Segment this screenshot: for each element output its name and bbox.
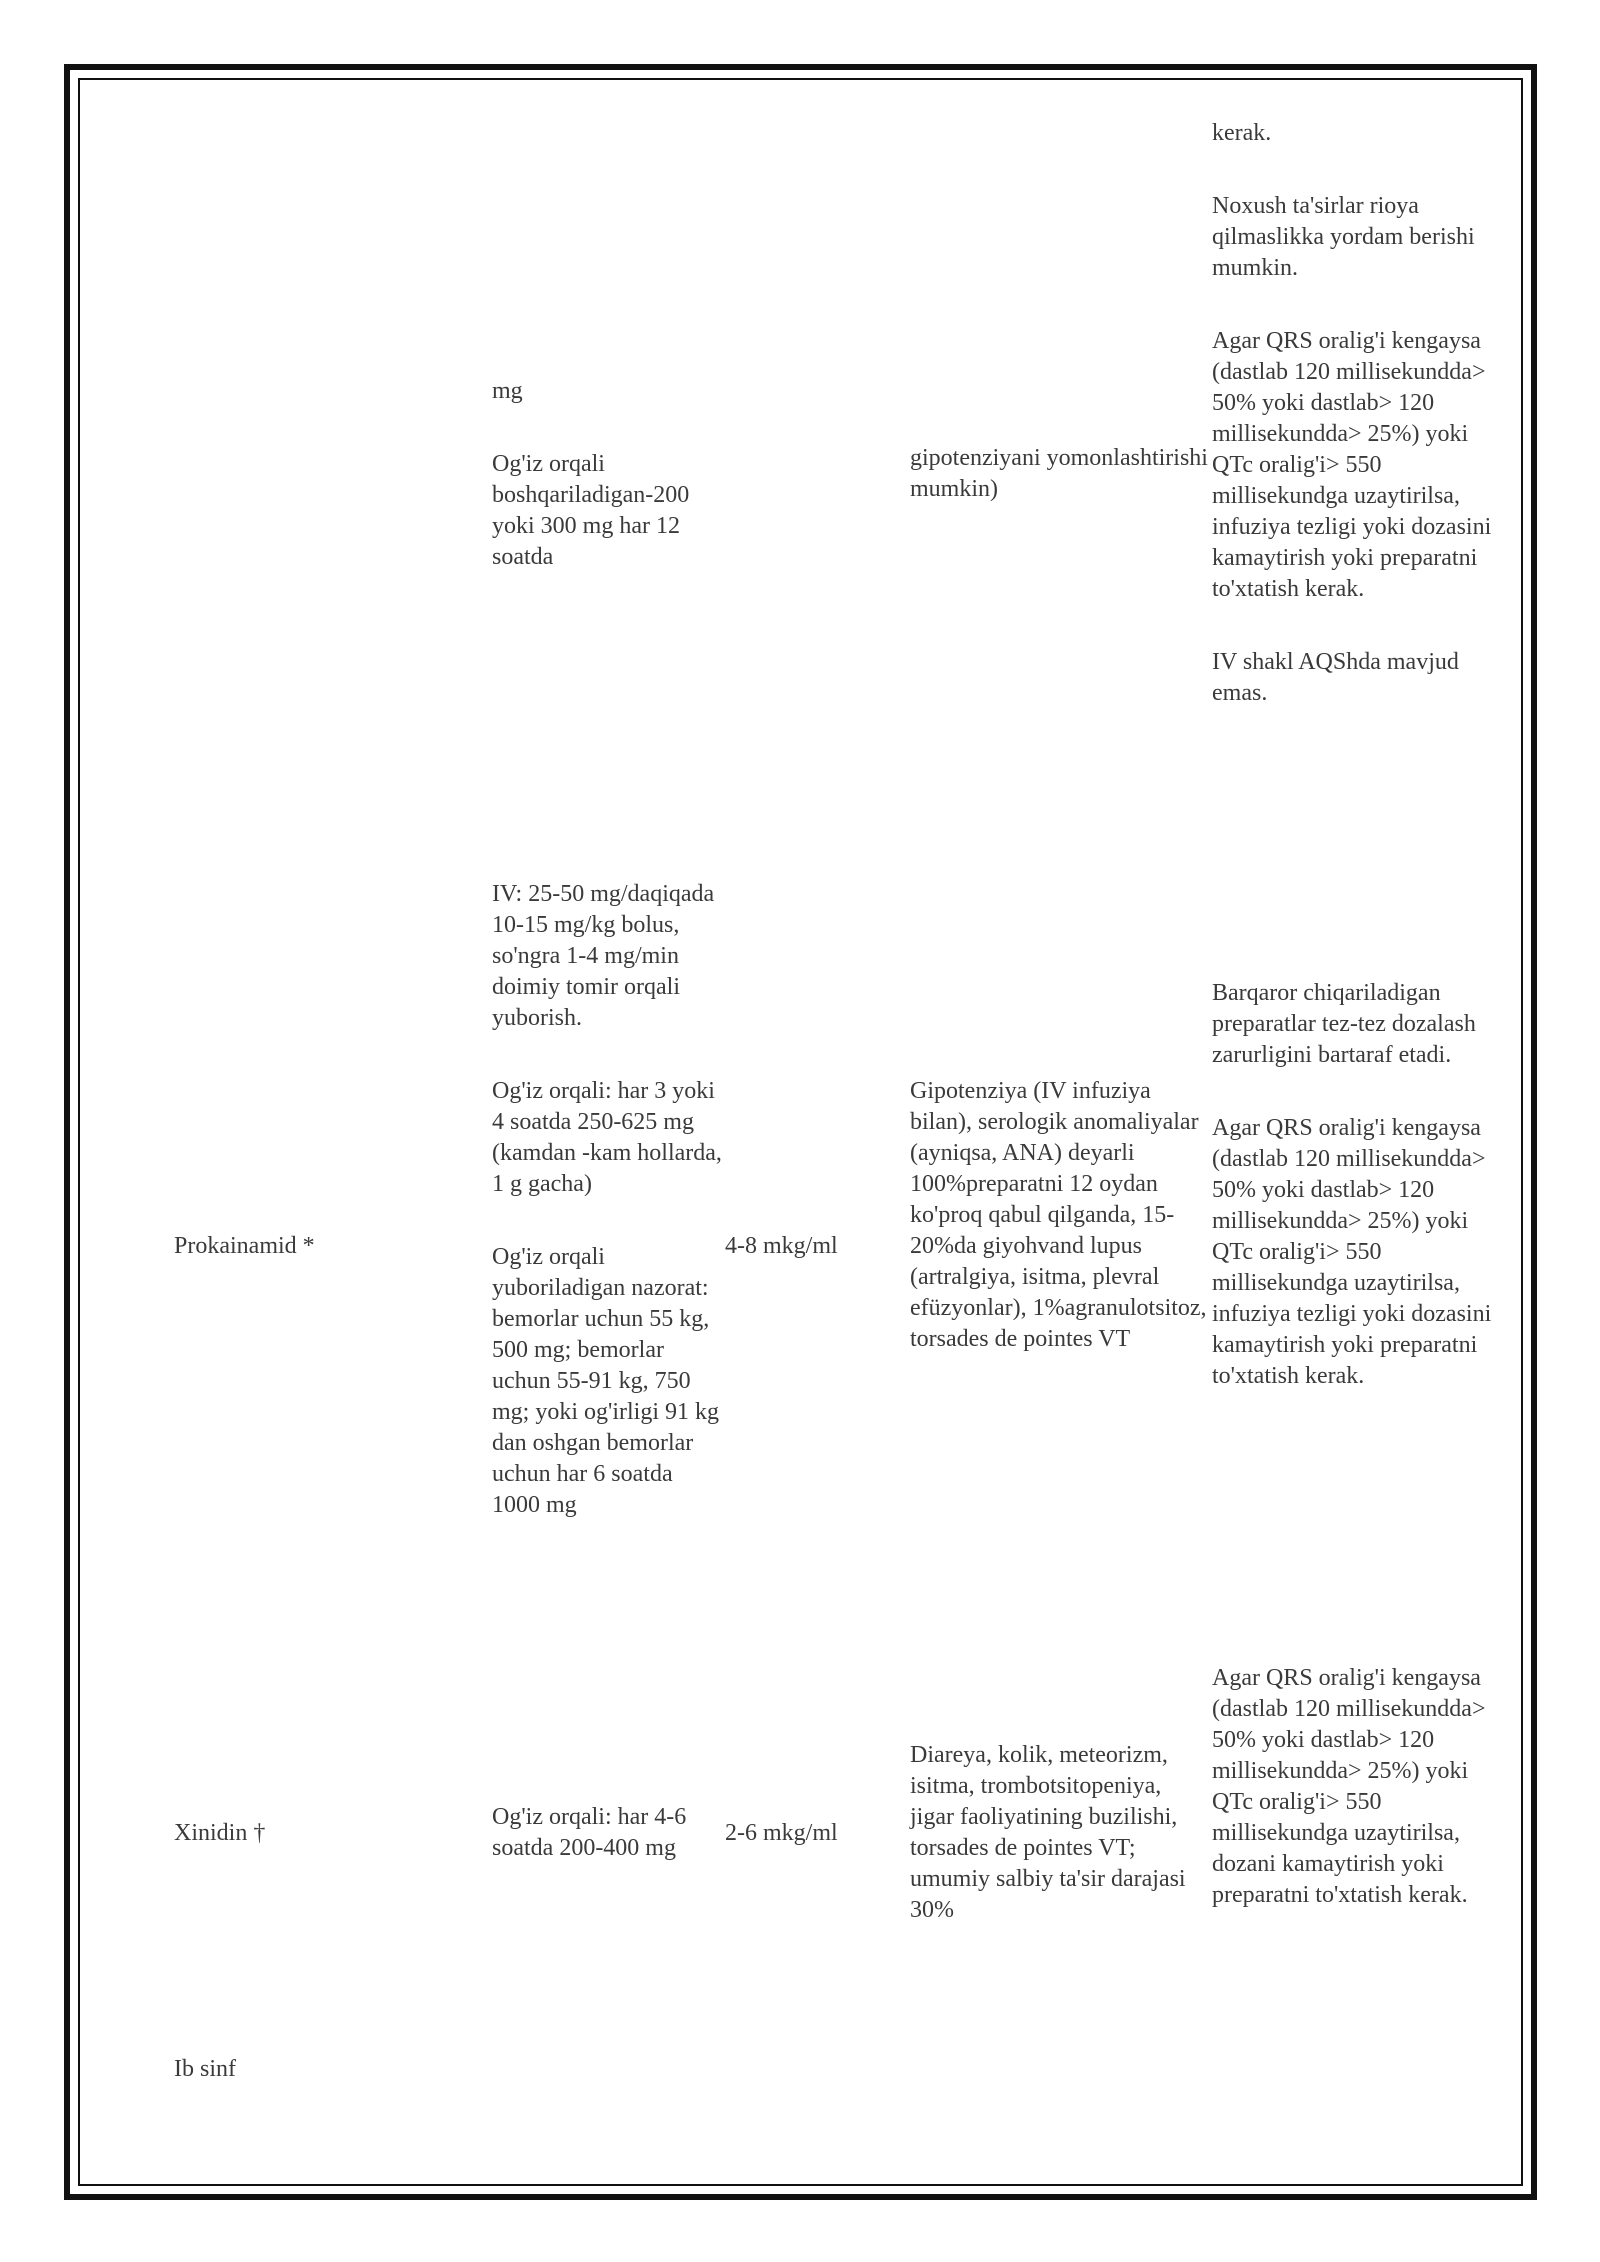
row2-notes-cell xyxy=(1212,978,1492,1392)
row1-notes-cell xyxy=(1212,118,1492,709)
row1-note-2: Noxush ta'sirlar rioya qilmaslikka yordam berishi mumkin. xyxy=(1212,193,1475,281)
row1-dose-para-1: mg xyxy=(492,378,523,404)
row2-dose-para-2: Og'iz orqali: har 3 yoki 4 soatda 250-625 mg (kamdan -kam hollarda, 1 g gacha) xyxy=(492,1078,722,1197)
row1-dose-cell xyxy=(492,376,724,573)
row3-dose: Og'iz orqali: har 4-6 soatda 200-400 mg xyxy=(492,1804,687,1861)
row2-dose-cell xyxy=(492,879,724,1521)
row1-dose-para-2: Og'iz orqali boshqariladigan-200 yoki 300 mg har 12 soatda xyxy=(492,451,690,570)
row2-dose-para-1: IV: 25-50 mg/daqiqada 10-15 mg/kg bolus, so'ngra 1-4 mg/min doimiy tomir orqali yuborish. xyxy=(492,881,715,1031)
row2-note-1: Barqaror chiqariladigan preparatlar tez-tez dozalash zarurligini bartaraf etadi. xyxy=(1212,980,1476,1068)
row3-drug-name: Xinidin † xyxy=(174,1820,266,1846)
row3-side-effects: Diareya, kolik, meteorizm, isitma, trombotsitopeniya, jigar faoliyatining buzilishi, torsades de pointes VT; umumiy salbiy ta'sir darajasi 30% xyxy=(910,1742,1186,1923)
row1-note-4: IV shakl AQShda mavjud emas. xyxy=(1212,649,1459,706)
row2-drug-name: Prokainamid * xyxy=(174,1233,315,1259)
row3-notes: Agar QRS oralig'i kengaysa (dastlab 120 millisekundda> 50% yoki dastlab> 120 millisekundda> 25%) yoki QTc oralig'i> 550 millisekundga uzaytirilsa, dozani kamaytirish yoki preparatni to'xtatish kerak. xyxy=(1212,1665,1486,1908)
row1-note-1: kerak. xyxy=(1212,120,1272,146)
row2-dose-para-3: Og'iz orqali yuboriladigan nazorat: bemorlar uchun 55 kg, 500 mg; bemorlar uchun 55-91 kg, 750 mg; yoki og'irligi 91 kg dan oshgan bemorlar uchun har 6 soatda 1000 mg xyxy=(492,1244,719,1518)
row2-level: 4-8 mkg/ml xyxy=(725,1233,838,1259)
row1-side-effects: gipotenziyani yomonlashtirishi mumkin) xyxy=(910,445,1208,502)
section-label: Ib sinf xyxy=(174,2056,236,2082)
row1-note-3: Agar QRS oralig'i kengaysa (dastlab 120 millisekundda> 50% yoki dastlab> 120 millisekundda> 25%) yoki QTc oralig'i> 550 millisekundga uzaytirilsa, infuziya tezligi yoki dozasini kamaytirish yoki preparatni to'xtatish kerak. xyxy=(1212,328,1492,602)
row2-side-effects: Gipotenziya (IV infuziya bilan), serologik anomaliyalar (ayniqsa, ANA) deyarli 100%preparatni 12 oydan ko'proq qabul qilganda, 15-20%da giyohvand lupus (artralgiya, isitma, plevral efüzyonlar), 1%agranulotsitoz, torsades de pointes VT xyxy=(910,1078,1207,1352)
row3-level: 2-6 mkg/ml xyxy=(725,1820,838,1846)
row2-note-2: Agar QRS oralig'i kengaysa (dastlab 120 millisekundda> 50% yoki dastlab> 120 millisekundda> 25%) yoki QTc oralig'i> 550 millisekundga uzaytirilsa, infuziya tezligi yoki dozasini kamaytirish yoki preparatni to'xtatish kerak. xyxy=(1212,1115,1492,1389)
